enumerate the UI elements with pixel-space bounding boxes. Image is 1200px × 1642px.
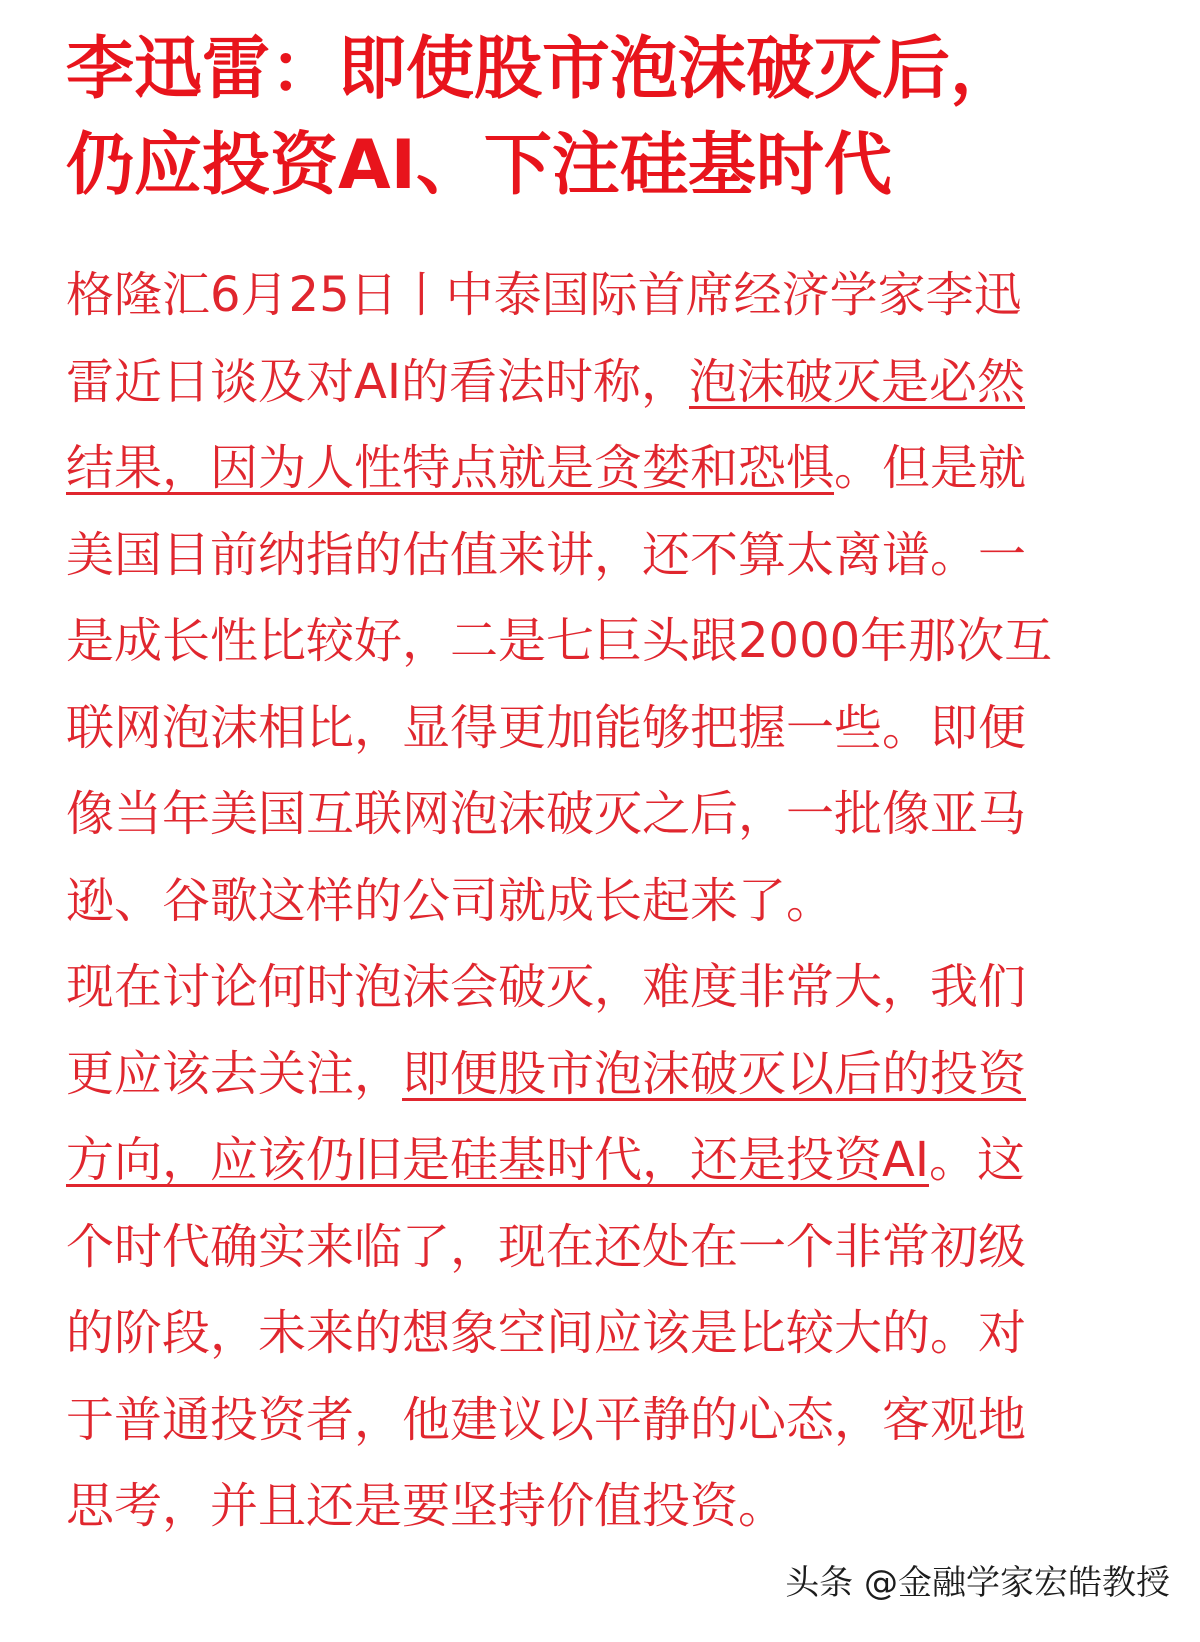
article-page (66, 22, 1176, 1550)
text-line: 现在讨论何时泡沫会破灭，难度非常大，我们 (66, 959, 1027, 1015)
paragraph-2 (66, 944, 1176, 1550)
headline-line-1: 李迅雷：即使股市泡沫破灭后， (66, 30, 1019, 109)
text-line: 思考，并且还是要坚持价值投资。 (66, 1478, 787, 1534)
text-segment: 雷近日谈及对AI的看法时称， (66, 353, 689, 410)
underlined-quote: 方向，应该仍旧是硅基时代，还是投资AI (66, 1132, 929, 1188)
underlined-quote: 即便股市泡沫破灭以后的投资 (402, 1045, 1027, 1102)
text-line (66, 339, 1176, 426)
headline-line-2: 仍应投资AI、下注硅基时代 (66, 126, 892, 205)
text-line: 的阶段，未来的想象空间应该是比较大的。对 (66, 1305, 1027, 1361)
text-line (66, 1031, 1176, 1118)
text-line: 个时代确实来临了，现在还处在一个非常初级 (66, 1218, 1027, 1275)
text-line: 联网泡沫相比，显得更加能够把握一些。即便 (66, 699, 1027, 756)
underlined-quote: 泡沫破灭是必然 (689, 353, 1026, 410)
text-line: 逊、谷歌这样的公司就成长起来了。 (66, 872, 835, 929)
text-line: 格隆汇6月25日丨中泰国际首席经济学家李迅 (66, 267, 1022, 323)
text-line: 美国目前纳指的估值来讲，还不算太离谱。一 (66, 526, 1027, 583)
toutiao-watermark: 头条 @金融学家宏皓教授 (785, 1563, 1170, 1603)
text-line: 于普通投资者，他建议以平静的心态，客观地 (66, 1391, 1027, 1448)
text-segment: 。这 (929, 1132, 1026, 1188)
paragraph-1 (66, 252, 1176, 944)
underlined-quote: 结果，因为人性特点就是贪婪和恐惧 (66, 440, 835, 496)
article-headline (66, 22, 1176, 214)
text-segment: 更应该去关注， (66, 1045, 403, 1102)
text-line (66, 1117, 1176, 1204)
article-body (66, 252, 1176, 1550)
text-line (66, 425, 1176, 512)
text-segment: 。但是就 (834, 440, 1027, 496)
text-line: 像当年美国互联网泡沫破灭之后，一批像亚马 (66, 786, 1027, 842)
text-line: 是成长性比较好，二是七巨头跟2000年那次互 (66, 613, 1053, 669)
